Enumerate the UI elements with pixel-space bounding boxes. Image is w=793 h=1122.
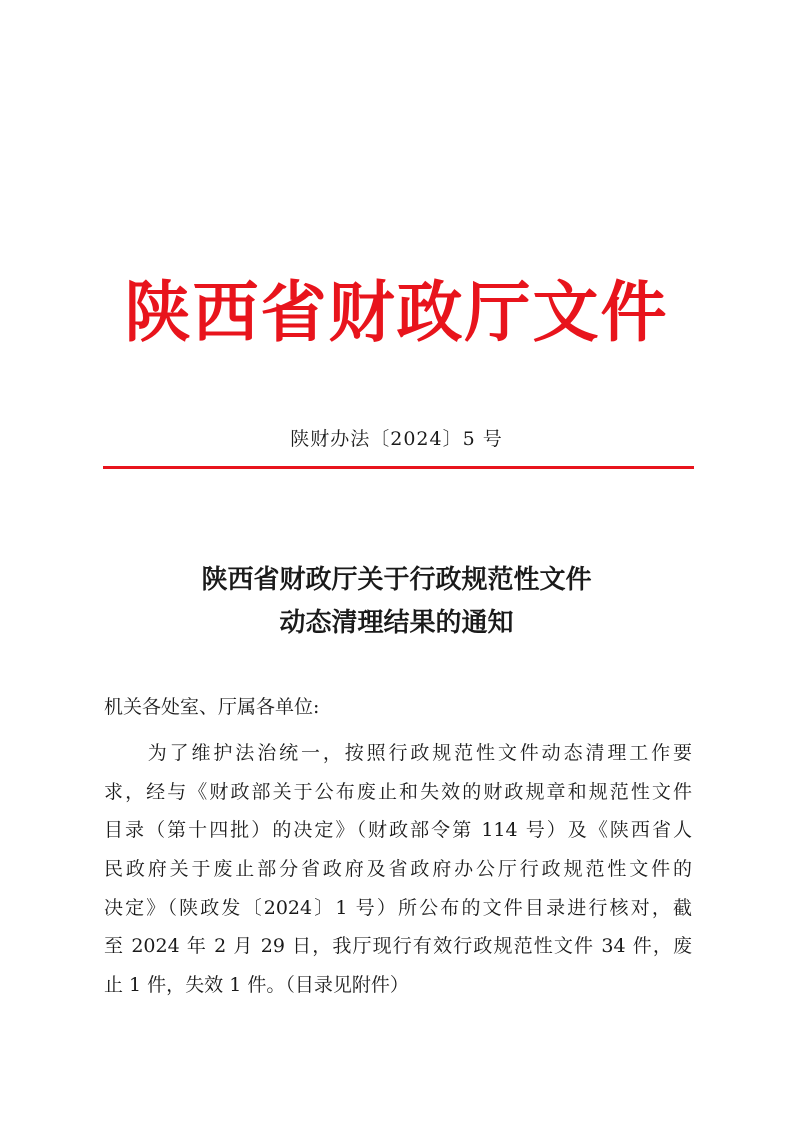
body-line: 目录（第十四批）的决定》（财政部令第 114 号）及《陕西省人 bbox=[104, 819, 692, 842]
body-line: 民政府关于废止部分省政府及省政府办公厅行政规范性文件的 bbox=[104, 858, 692, 881]
document-title bbox=[0, 559, 793, 645]
body-line: 求，经与《财政部关于公布废止和失效的财政规章和规范性文件 bbox=[104, 780, 692, 803]
red-divider-line bbox=[103, 466, 694, 469]
body-line: 决定》（陕政发〔2024〕1 号）所公布的文件目录进行核对，截 bbox=[104, 896, 692, 919]
body-paragraph bbox=[104, 734, 692, 1005]
salutation: 机关各处室、厅属各单位: bbox=[104, 696, 320, 718]
body-line: 止 1 件，失效 1 件。（目录见附件） bbox=[104, 974, 409, 997]
body-line: 为了维护法治统一，按照行政规范性文件动态清理工作要 bbox=[104, 742, 692, 764]
title-line-2: 动态清理结果的通知 bbox=[279, 608, 514, 638]
title-line-1: 陕西省财政厅关于行政规范性文件 bbox=[201, 565, 592, 595]
issuer-title: 陕西省财政厅文件 bbox=[124, 273, 669, 351]
document-number: 陕财办法〔2024〕5 号 bbox=[290, 428, 503, 450]
body-line: 至 2024 年 2 月 29 日，我厅现行有效行政规范性文件 34 件，废 bbox=[104, 935, 692, 958]
